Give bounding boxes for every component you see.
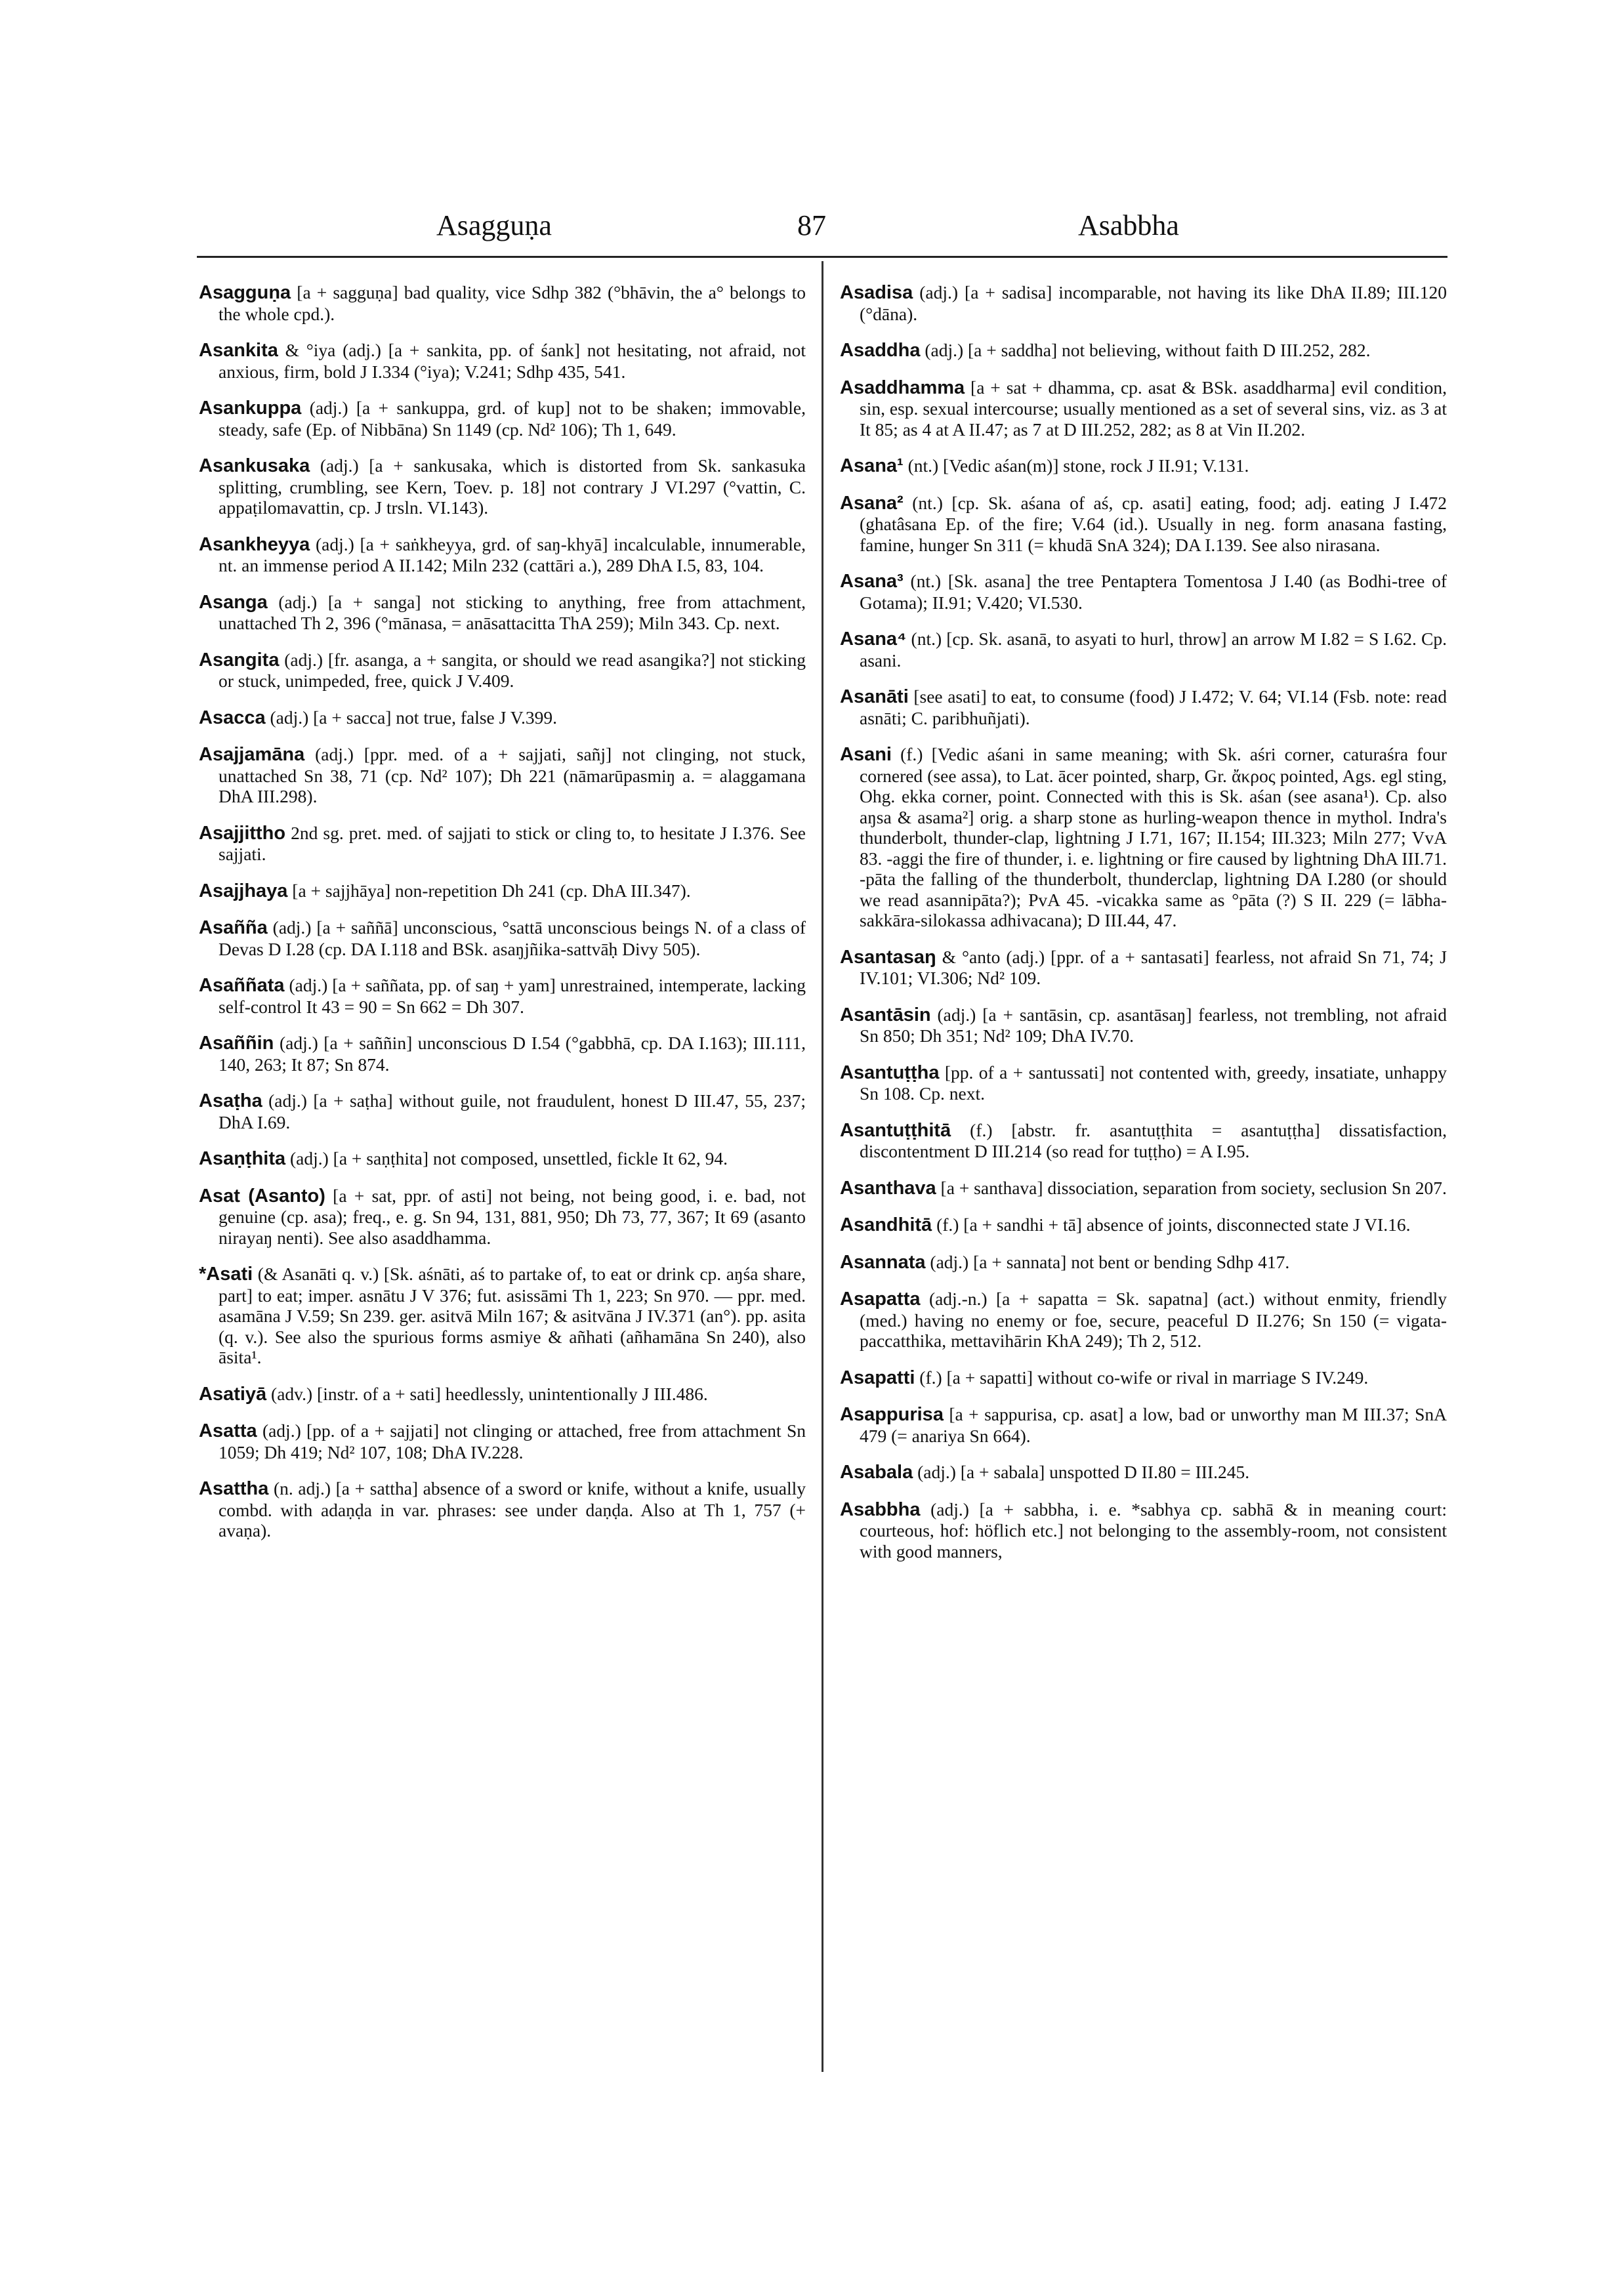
entry-headword: Asajjittho	[199, 822, 286, 844]
dictionary-entry	[840, 1120, 1447, 1162]
entry-definition: (adj.) [a + sanga] not sticking to anything, free from attachment, unattached Th 2, 396 (°mānasa, = anāsattacitta ThA 259); Miln 343. Cp. next.	[219, 591, 806, 633]
dictionary-entry	[199, 975, 806, 1017]
dictionary-entry	[840, 947, 1447, 989]
dictionary-entry	[840, 1004, 1447, 1046]
entry-definition: (adj.-n.) [a + sapatta = Sk. sapatna] (act.) without enmity, friendly (med.) having no enemy or foe, secure, peaceful D II.276; Sn 150 (= vigata-paccatthika, mettavihārin KhA 249); Th 2, 512.	[860, 1289, 1447, 1351]
dictionary-entry	[199, 823, 806, 865]
entry-definition: (adj.) [a + sankuppa, grd. of kup] not to be shaken; immovable, steady, safe (Ep. of Nibbāna) Sn 1149 (cp. Nd² 106); Th 1, 649.	[219, 398, 806, 440]
entry-headword: Asankita	[199, 340, 278, 361]
entry-definition: [a + sagguṇa] bad quality, vice Sdhp 382 (°bhāvin, the a° belongs to the whole cpd.).	[219, 282, 806, 324]
entry-headword: Asaddhamma	[840, 377, 965, 398]
entry-headword: Asangita	[199, 649, 280, 671]
entry-definition: (adj.) [a + sankusaka, which is distorted from Sk. sankasuka splitting, crumbling, see Kern, Toev. p. 18] not contrary J VI.297 (°vattin, C. appaṭilomavattin, cp. J trsln. VI.143).	[219, 455, 806, 518]
entry-headword: Asana²	[840, 492, 904, 514]
entry-headword: *Asati	[199, 1264, 253, 1285]
entry-headword: Asat (Asanto)	[199, 1185, 325, 1207]
entry-definition: & °anto (adj.) [ppr. of a + santasati] fearless, not afraid Sn 71, 74; J IV.101; VI.306; Nd² 109.	[860, 946, 1447, 988]
dictionary-entry	[199, 1186, 806, 1249]
entry-headword: Asankuppa	[199, 398, 302, 419]
dictionary-entry	[199, 455, 806, 518]
entry-headword: Asanāti	[840, 686, 909, 707]
entry-definition: (nt.) [Vedic aśan(m)] stone, rock J II.91; V.131.	[903, 455, 1249, 476]
entry-definition: [a + sat + dhamma, cp. asat & BSk. asaddharma] evil condition, sin, esp. sexual intercourse; usually mentioned as a set of several sins, viz. as 3 at It 85; as 4 at A II.47; as 7 at D III.252, 282; as 8 at Vin II.202.	[860, 377, 1447, 440]
entry-definition: [pp. of a + santussati] not contented with, greedy, insatiate, unhappy Sn 108. Cp. next.	[860, 1062, 1447, 1104]
entry-headword: Asabala	[840, 1462, 913, 1483]
entry-headword: Asatta	[199, 1420, 257, 1441]
dictionary-entry	[199, 650, 806, 692]
entry-headword: Asandhitā	[840, 1214, 932, 1235]
dictionary-entry	[840, 455, 1447, 477]
entry-headword: Asaṇṭhita	[199, 1148, 286, 1169]
left-column	[199, 282, 806, 1557]
dictionary-entry	[840, 1289, 1447, 1352]
dictionary-entry	[199, 1478, 806, 1541]
dictionary-entry	[840, 1499, 1447, 1562]
entry-headword: Asadisa	[840, 282, 913, 303]
entry-headword: Asantasaŋ	[840, 946, 936, 968]
entry-definition: [a + sajjhāya] non-repetition Dh 241 (cp. DhA III.347).	[287, 880, 691, 901]
entry-definition: (nt.) [cp. Sk. aśana of aś, cp. asati] eating, food; adj. eating J I.472 (ghatâsana Ep. of the fire; V.64 (id.). Usually in neg. form anasana fasting, famine, hunger Sn 311 (= khudā SnA 324); DA I.139. See also nirasana.	[860, 492, 1447, 555]
dictionary-entry	[840, 1062, 1447, 1104]
entry-definition: (& Asanāti q. v.) [Sk. aśnāti, aś to partake of, to eat or drink cp. aŋśa share, part] to eat; imper. asnātu J V 376; fut. asissāmi Th 1, 223; Sn 970. — ppr. med. asamāna J V.59; Sn 239. ger. asitvā Miln 167; & asitvāna J IV.371 (an°). pp. asita (q. v.). See also the spurious forms asmiye & añhati (añhamāna Sn 240), also āsita¹.	[219, 1264, 806, 1367]
entry-definition: (n. adj.) [a + sattha] absence of a sword or knife, without a knife, usually combd. with adaṇḍa in var. phrases: see under daṇḍa. Also at Th 1, 757 (+ avaṇa).	[219, 1478, 806, 1540]
entry-headword: Asappurisa	[840, 1404, 944, 1425]
dictionary-entry	[199, 1264, 806, 1368]
page-header	[197, 209, 1444, 255]
entry-definition: (adj.) [a + saññā] unconscious, °sattā unconscious beings N. of a class of Devas D I.28 (cp. DA I.118 and BSk. asaŋjñika-sattvāḥ Divy 505).	[219, 917, 806, 959]
right-column	[840, 282, 1447, 1577]
page-number: 87	[797, 209, 826, 241]
entry-definition: (adj.) [fr. asanga, a + sangita, or should we read asangika?] not sticking or stuck, unimpeded, free, quick J V.409.	[219, 649, 806, 691]
entry-definition: (f.) [abstr. fr. asantuṭṭhita = asantuṭṭha] dissatisfaction, discontentment D III.214 (so read for tuṭṭho) = A I.95.	[860, 1119, 1447, 1161]
entry-definition: (adj.) [a + saññata, pp. of saŋ + yam] unrestrained, intemperate, lacking self-control It 43 = 90 = Sn 662 = Dh 307.	[219, 975, 806, 1017]
dictionary-entry	[199, 1420, 806, 1462]
entry-definition: [see asati] to eat, to consume (food) J I.472; V. 64; VI.14 (Fsb. note: read asnāti; C. paribhuñjati).	[860, 686, 1447, 728]
entry-headword: Asañña	[199, 917, 268, 938]
dictionary-entry	[840, 571, 1447, 613]
entry-definition: (adj.) [a + saṭha] without guile, not fraudulent, honest D III.47, 55, 237; DhA I.69.	[219, 1090, 806, 1132]
entry-headword: Asattha	[199, 1478, 269, 1499]
entry-definition: (adv.) [instr. of a + sati] heedlessly, unintentionally J III.486.	[266, 1383, 708, 1404]
dictionary-entry	[199, 880, 806, 902]
dictionary-entry	[199, 1384, 806, 1405]
dictionary-entry	[840, 1404, 1447, 1446]
entry-definition: (nt.) [Sk. asana] the tree Pentaptera Tomentosa J I.40 (as Bodhi-tree of Gotama); II.91; V.420; VI.530.	[860, 571, 1447, 613]
dictionary-entry	[840, 377, 1447, 440]
entry-definition: (adj.) [a + sannata] not bent or bending Sdhp 417.	[925, 1251, 1290, 1272]
entry-definition: (adj.) [a + sadisa] incomparable, not having its like DhA II.89; III.120 (°dāna).	[860, 282, 1447, 324]
right-guide-word: Asabbha	[1078, 209, 1179, 241]
entry-headword: Asaṭha	[199, 1090, 262, 1111]
entry-definition: (f.) [a + sapatti] without co-wife or rival in marriage S IV.249.	[915, 1367, 1369, 1388]
entry-headword: Asajjhaya	[199, 880, 288, 901]
entry-definition: [a + sat, ppr. of asti] not being, not being good, i. e. bad, not genuine (cp. asa); freq., e. g. Sn 94, 131, 881, 950; Dh 73, 77, 367; It 69 (asanto nirayaŋ nenti). See also asaddhamma.	[219, 1185, 806, 1248]
dictionary-entry	[199, 1148, 806, 1170]
dictionary-entry	[199, 707, 806, 729]
entry-definition: [a + santhava] dissociation, separation from society, seclusion Sn 207.	[936, 1177, 1447, 1198]
entry-headword: Asannata	[840, 1251, 926, 1273]
dictionary-entry	[199, 1033, 806, 1075]
left-guide-word: Asagguṇa	[436, 209, 552, 241]
entry-definition: [a + sappurisa, cp. asat] a low, bad or unworthy man M III.37; SnA 479 (= anariya Sn 664).	[860, 1404, 1447, 1446]
entry-headword: Asanthava	[840, 1177, 936, 1199]
entry-headword: Asaññin	[199, 1033, 274, 1054]
dictionary-entry	[199, 340, 806, 382]
entry-definition: (adj.) [a + saṇṭhita] not composed, unsettled, fickle It 62, 94.	[285, 1148, 728, 1168]
dictionary-entry	[840, 1252, 1447, 1273]
entry-definition: (f.) [Vedic aśani in same meaning; with Sk. aśri corner, caturaśra four cornered (see assa), to Lat. ācer pointed, sharp, Gr. ἄκρος pointed, Ags. egl sting, Ohg. ekka corner, point. Connected with this is Sk. aśan (see asana¹). Cp. also aŋsa & asama²] orig. a sharp stone as hurling-weapon thence in mythol. Indra's thunderbolt, thunder-clap, lightning J I.71, 167; II.154; III.323; Miln 277; VvA 83. -aggi the fire of thunder, i. e. lightning or fire caused by lightning DhA III.71. -pāta the falling of the thunderbolt, thunderclap, lightning DA I.280 (or should we read asannipāta?); PvA 45. -vicakka same as °pāta (?) S II. 229 (= lābha-sakkāra-silokassa adhivacana); D III.44, 47.	[860, 744, 1447, 930]
entry-headword: Asanga	[199, 591, 268, 613]
dictionary-entry	[199, 398, 806, 440]
entry-definition: & °iya (adj.) [a + sankita, pp. of śank] not hesitating, not afraid, not anxious, firm, bold J I.334 (°iya); V.241; Sdhp 435, 541.	[219, 340, 806, 382]
dictionary-entry	[840, 629, 1447, 671]
entry-definition: (adj.) [a + sacca] not true, false J V.399.	[265, 707, 558, 728]
dictionary-entry	[199, 282, 806, 324]
dictionary-entry	[840, 686, 1447, 728]
dictionary-entry	[840, 1367, 1447, 1389]
entry-headword: Asajjamāna	[199, 744, 305, 765]
entry-definition: (adj.) [a + sabala] unspotted D II.80 = III.245.	[913, 1462, 1250, 1482]
entry-definition: (nt.) [cp. Sk. asanā, to asyati to hurl, throw] an arrow M I.82 = S I.62. Cp. asani.	[860, 629, 1447, 671]
entry-headword: Asantāsin	[840, 1004, 931, 1025]
dictionary-entry	[199, 592, 806, 634]
entry-headword: Asankheyya	[199, 533, 310, 555]
dictionary-entry	[199, 917, 806, 959]
entry-headword: Asatiyā	[199, 1383, 267, 1405]
dictionary-entry	[840, 1462, 1447, 1483]
dictionary-entry	[840, 1178, 1447, 1199]
entry-headword: Asagguṇa	[199, 282, 291, 303]
entry-definition: (adj.) [a + sabbha, i. e. *sabhya cp. sabhā & in meaning court: courteous, hof: höflich etc.] not belonging to the assembly-room, not consistent with good manners,	[860, 1499, 1447, 1561]
entry-headword: Asapatti	[840, 1367, 915, 1388]
entry-definition: 2nd sg. pret. med. of sajjati to stick or cling to, to hesitate J I.376. See sajjati.	[219, 822, 806, 864]
dictionary-entry	[840, 1214, 1447, 1236]
column-divider	[822, 261, 823, 2072]
entry-headword: Asantuṭṭha	[840, 1062, 940, 1083]
entry-headword: Asabbha	[840, 1499, 921, 1520]
entry-definition: (adj.) [a + saññin] unconscious D I.54 (°gabbhā, cp. DA I.163); III.111, 140, 263; It 87; Sn 874.	[219, 1033, 806, 1075]
entry-headword: Asapatta	[840, 1289, 921, 1310]
entry-definition: (adj.) [pp. of a + sajjati] not clinging or attached, free from attachment Sn 1059; Dh 419; Nd² 107, 108; DhA IV.228.	[219, 1420, 806, 1462]
entry-definition: (adj.) [a + saddha] not believing, without faith D III.252, 282.	[920, 340, 1371, 360]
entry-headword: Asani	[840, 744, 892, 765]
dictionary-entry	[199, 1090, 806, 1132]
dictionary-entry	[199, 744, 806, 807]
dictionary-entry	[840, 744, 1447, 931]
entry-headword: Asaññata	[199, 975, 285, 996]
dictionary-entry	[199, 534, 806, 576]
dictionary-entry	[840, 282, 1447, 324]
entry-definition: (adj.) [ppr. med. of a + sajjati, sañj] not clinging, not stuck, unattached Sn 38, 71 (cp. Nd² 107); Dh 221 (nāmarūpasmiŋ a. = alaggamana DhA III.298).	[219, 744, 806, 806]
entry-headword: Asacca	[199, 707, 266, 728]
entry-definition: (adj.) [a + saṅkheyya, grd. of saŋ-khyā] incalculable, innumerable, nt. an immense period A II.142; Miln 232 (cattāri a.), 289 DhA I.5, 83, 104.	[219, 533, 806, 575]
entry-headword: Asantuṭṭhitā	[840, 1119, 951, 1141]
dictionary-entry	[840, 493, 1447, 556]
entry-headword: Asankusaka	[199, 455, 310, 476]
entry-definition: (adj.) [a + santāsin, cp. asantāsaŋ] fearless, not trembling, not afraid Sn 850; Dh 351; Nd² 109; DhA IV.70.	[860, 1004, 1447, 1046]
header-rule	[197, 256, 1447, 258]
dictionary-entry	[840, 340, 1447, 362]
entry-headword: Asana⁴	[840, 629, 907, 650]
entry-definition: (f.) [a + sandhi + tā] absence of joints, disconnected state J VI.16.	[932, 1214, 1411, 1235]
entry-headword: Asaddha	[840, 340, 921, 361]
entry-headword: Asana¹	[840, 455, 904, 476]
entry-headword: Asana³	[840, 571, 904, 592]
